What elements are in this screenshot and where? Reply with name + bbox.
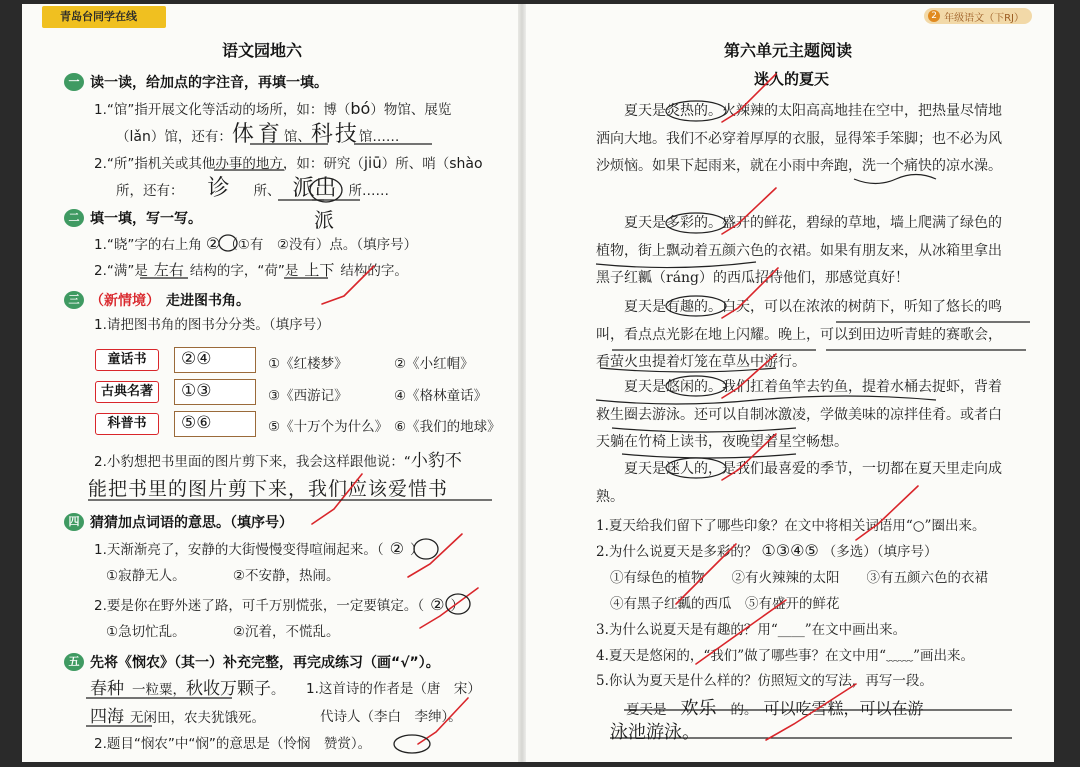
question-3: 3.为什么说夏天是有趣的？用“____”在文中画出来。	[596, 622, 907, 638]
left-page	[22, 4, 518, 762]
section-heading-text: 读一读，给加点的字注音，再填一填。	[90, 75, 328, 91]
handwritten-answer: 小豹不	[410, 451, 462, 471]
handwritten-answer: ②	[205, 234, 221, 253]
section-number: 一	[64, 73, 84, 91]
category-box: 古典名著	[95, 381, 159, 403]
category-box: 科普书	[95, 413, 159, 435]
s5-q1: 1.这首诗的作者是（唐 宋）	[306, 681, 481, 697]
section-number: 三	[64, 291, 84, 309]
handwritten-correction: 派	[314, 208, 334, 232]
section-number: 四	[64, 513, 84, 531]
brand-badge-text: 青岛台同学在线	[60, 10, 137, 23]
question-2-options-2: ④有黑子红瓤的西瓜 ⑤有盛开的鲜花	[610, 596, 840, 612]
handwritten-answer: 左右	[153, 261, 184, 279]
book-item: ⑤《十万个为什么》	[268, 419, 389, 435]
s4-q1: 1.天渐渐亮了，安静的大街慢慢变得喧闹起来。（ ② ）	[94, 539, 424, 558]
s4-q1-options: ①寂静无人。 ②不安静，热闹。	[106, 568, 340, 584]
page-fold	[518, 4, 526, 762]
handwritten-answer-line: 能把书里的图片剪下来，我们应该爱惜书	[88, 478, 449, 500]
unit-title: 第六单元主题阅读	[724, 41, 853, 60]
s1-q2-line1: 2.“所”指机关或其他办事的地方，如：研究（jiū）所、哨（shào	[94, 154, 483, 172]
s3-q2: 2.小豹想把书里面的图片剪下来，我会这样跟他说：“小豹不	[94, 451, 462, 471]
section-5-heading	[64, 652, 440, 672]
grade-badge-text: 年级语文（下RJ）	[944, 12, 1024, 24]
passage-paragraph: 夏天是悠闲的。我们扛着鱼竿去钓鱼，提着水桶去捉虾，背着救生圈去游泳。还可以自制冰激凌，学做美味的凉拌佳肴。或者白天躺在竹椅上读书，夜晚望着星空畅想。	[596, 379, 1002, 451]
poem-line-1: 春种 一粒粟，秋收万颗子。	[90, 679, 285, 699]
handwritten-answer: 四海	[90, 707, 124, 727]
handwritten-answer: ②	[430, 595, 445, 614]
section-number: 二	[64, 209, 84, 227]
section-4-heading	[64, 512, 293, 532]
book-item: ⑥《我们的地球》	[394, 419, 501, 435]
passage-paragraph: 夏天是多彩的。盛开的鲜花，碧绿的草地，墙上爬满了绿色的植物，街上飘动着五颜六色的衣裙。如果有朋友来，从冰箱里拿出黑子红瓤（ráng）的西瓜招待他们，那感觉真好！	[596, 215, 1002, 287]
s2-q2: 2.“满”是 左右 结构的字，“荷”是 上下 结构的字。	[94, 261, 408, 279]
handwritten-answer: 欢乐	[680, 698, 717, 719]
section-3-heading	[64, 290, 250, 310]
section-1-heading	[64, 72, 328, 92]
book-item: ④《格林童话》	[394, 388, 488, 404]
handwritten-answer: 春种	[90, 679, 124, 699]
handwritten-answer: shào	[449, 156, 483, 172]
s4-q2: 2.要是你在野外迷了路，可千万别慌张，一定要镇定。（ ② ）	[94, 595, 464, 614]
s5-q1b: 代诗人（李白 李绅）。	[320, 709, 462, 725]
answer-slot: ②④	[174, 347, 256, 373]
handwritten-answer: bó	[350, 99, 371, 118]
new-context-tag: （新情境）	[90, 293, 160, 309]
section-2-heading	[64, 208, 202, 228]
question-4: 4.夏天是悠闲的，“我们”做了哪些事？在文中用“﹏﹏”画出来。	[596, 648, 974, 664]
handwritten-answer: 派出	[292, 176, 337, 201]
handwritten-answer: 体育	[231, 122, 284, 147]
section-heading-text: 走进图书角。	[166, 293, 250, 309]
passage-paragraph: 夏天是迷人的，是我们最喜爱的季节，一切都在夏天里走向成熟。	[596, 461, 1002, 505]
handwritten-answer: 科技	[310, 122, 359, 147]
section-heading-text: 先将《悯农》（其一）补充完整，再完成练习（画“√”）。	[90, 655, 440, 671]
page-title: 语文园地六	[222, 41, 303, 60]
s5-q2: 2.题目“悯农”中“悯”的意思是（怜悯 赞赏）。	[94, 736, 372, 752]
s1-q1-line1: 1.“馆”指开展文化等活动的场所，如：博（bó）物馆、展览	[94, 99, 452, 118]
handwritten-answer: ②	[389, 539, 404, 558]
s4-q2-options: ①急切忙乱。 ②沉着，不慌乱。	[106, 624, 340, 640]
poem-line-2: 四海 无闲田，农夫犹饿死。	[90, 707, 265, 727]
question-2-options-1: ①有绿色的植物 ②有火辣辣的太阳 ③有五颜六色的衣裙	[610, 570, 988, 586]
passage-paragraph: 夏天是炎热的。火辣辣的太阳高高地挂在空中，把热量尽情地洒向大地。我们不必穿着厚厚的衣服，显得笨手笨脚；也不必为风沙烦恼。如果下起雨来，就在小雨中奔跑，洗一个痛快的凉水澡。	[596, 103, 1002, 175]
section-number: 五	[64, 653, 84, 671]
category-box: 童话书	[95, 349, 159, 371]
handwritten-answer: 可以吃雪糕，可以在游	[763, 699, 924, 718]
book-item: ③《西游记》	[268, 388, 348, 404]
book-item: ②《小红帽》	[394, 356, 474, 372]
answer-slot: ①③	[174, 379, 256, 405]
book-item: ①《红楼梦》	[268, 356, 348, 372]
handwritten-answer: lǎn	[129, 129, 151, 145]
grade-number: 2	[928, 10, 940, 22]
section-heading-text: 填一填，写一写。	[90, 211, 202, 227]
question-5: 5.你认为夏天是什么样的？仿照短文的写法，再写一段。	[596, 673, 933, 689]
question-2: 2.为什么说夏天是多彩的？ ①③④⑤ （多选）（填序号）	[596, 541, 938, 560]
section-heading-text: 猜猜加点词语的意思。（填序号）	[90, 515, 293, 531]
workbook-spread	[22, 4, 1054, 762]
question-5-answer-line1: 夏天是 欢乐 的。 可以吃雪糕，可以在游	[626, 698, 924, 719]
passage-title: 迷人的夏天	[754, 70, 830, 88]
right-page	[526, 4, 1054, 762]
s1-q2-line2: 所，还有： 诊 所、 派出 所……	[116, 176, 390, 201]
passage-paragraph: 夏天是有趣的。白天，可以在浓浓的树荫下，听知了悠长的鸣叫，看点点光影在地上闪耀。晚上，可以到田边听青蛙的赛歌会，看萤火虫提着灯笼在草丛中游行。	[596, 299, 1002, 371]
brand-badge	[42, 6, 166, 28]
s2-q1: 1.“晓”字的右上角 ② （①有 ②没有）点。（填序号）	[94, 234, 418, 253]
handwritten-answer: 上下	[304, 261, 335, 279]
grade-badge	[924, 8, 1032, 24]
handwritten-answer: jiū	[363, 154, 382, 172]
handwritten-answer: ①③④⑤	[761, 541, 819, 560]
handwritten-answer: 秋收万颗子	[186, 679, 271, 699]
answer-slot: ⑤⑥	[174, 411, 256, 437]
question-1: 1.夏天给我们留下了哪些印象？在文中将相关词语用“○”圈出来。	[596, 518, 986, 534]
s3-q1: 1.请把图书角的图书分分类。（填序号）	[94, 317, 330, 333]
question-5-answer-line2: 泳池游泳。	[610, 722, 700, 743]
handwritten-answer: 诊	[207, 176, 230, 201]
s1-q1-line2: （lǎn）馆，还有：体育馆、科技馆……	[116, 122, 400, 147]
